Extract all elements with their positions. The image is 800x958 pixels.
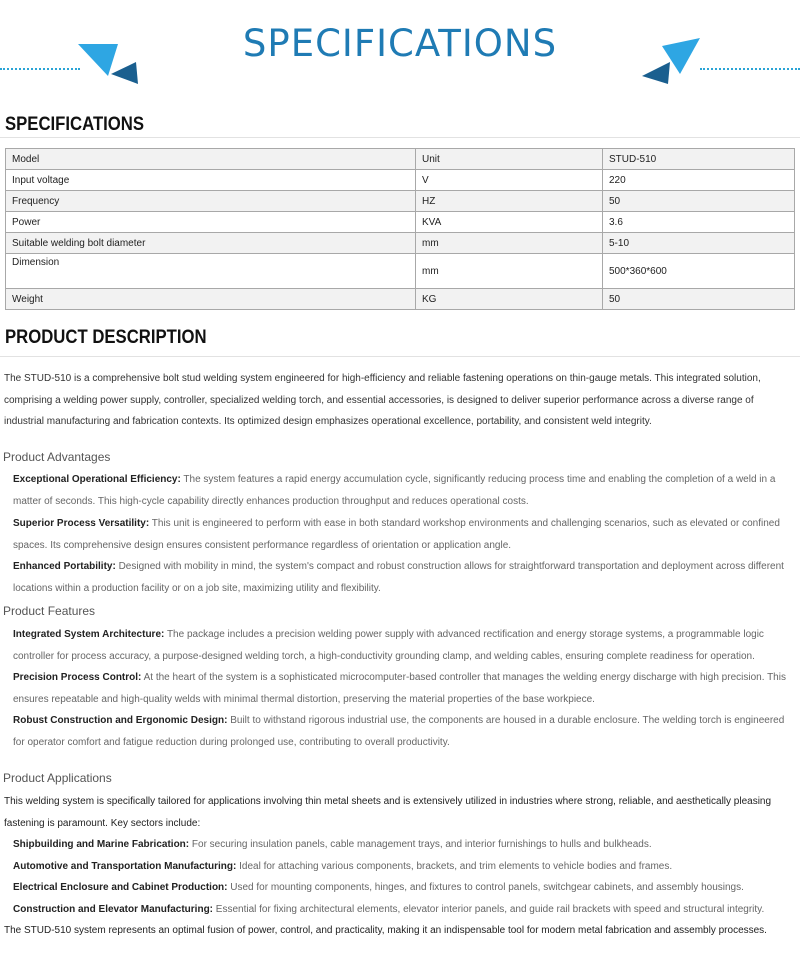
feature-title: Integrated System Architecture: — [13, 629, 165, 640]
spec-unit: Unit — [416, 149, 603, 170]
spec-value: 3.6 — [603, 212, 795, 233]
advantage-title: Enhanced Portability: — [13, 561, 116, 572]
table-row — [6, 212, 795, 233]
description-heading: PRODUCT DESCRIPTION — [5, 327, 207, 348]
application-title: Automotive and Transportation Manufacturing: — [13, 861, 237, 872]
application-text: Ideal for attaching various components, brackets, and trim elements to vehicle bodies and frames. — [236, 861, 673, 872]
spec-value: 50 — [603, 191, 795, 212]
spec-unit: KG — [416, 289, 603, 310]
application-item — [13, 856, 793, 878]
spec-value: 500*360*600 — [603, 254, 795, 289]
description-intro: The STUD-510 is a comprehensive bolt stud welding system engineered for high-efficiency and reliable fastening operations on thin-gauge metals. This integrated solution, comprising a welding power supply, controller, specialized welding torch, and essential accessories, is designed to deliver superior performance across a diverse range of industrial manufacturing and fabrication contexts. Its optimized design emphasizes operational excellence, portability, and consistent weld integrity. — [4, 373, 761, 427]
spec-label: Suitable welding bolt diameter — [6, 233, 416, 254]
application-text: For securing insulation panels, cable management trays, and interior furnishings to hulls and bulkheads. — [189, 839, 652, 850]
applications-closing: The STUD-510 system represents an optimal fusion of power, control, and practicality, making it an indispensable tool for modern metal fabrication and assembly processes. — [4, 925, 767, 936]
table-row — [6, 191, 795, 212]
table-row — [6, 289, 795, 310]
feature-item — [13, 624, 793, 668]
advantage-item — [13, 556, 793, 600]
feature-item — [13, 710, 793, 754]
features-heading: Product Features — [3, 604, 96, 618]
application-text: Essential for fixing architectural elements, elevator interior panels, and guide rail brackets with speed and structural integrity. — [213, 904, 765, 915]
advantage-text: This unit is engineered to perform with ease in both standard workshop environments and challenging scenarios, such as elevated or confined spaces. Its comprehensive design ensures consistent performance regardless of orientation or application angle. — [13, 518, 780, 551]
application-title: Shipbuilding and Marine Fabrication: — [13, 839, 190, 850]
banner-dotted-line-left — [0, 68, 80, 70]
banner-title: SPECIFICATIONS — [242, 22, 558, 65]
feature-text: Built to withstand rigorous industrial use, the components are housed in a durable enclosure. The welding torch is engineered for operator comfort and fatigue reduction during prolonged use, contributing to overall productivity. — [13, 715, 785, 748]
spec-label: Model — [6, 149, 416, 170]
spec-value: STUD-510 — [603, 149, 795, 170]
table-row — [6, 254, 795, 289]
advantage-title: Exceptional Operational Efficiency: — [13, 474, 181, 485]
right-triangle-icon — [640, 38, 710, 88]
application-title: Construction and Elevator Manufacturing: — [13, 904, 214, 915]
spec-label: Power — [6, 212, 416, 233]
application-text: Used for mounting components, hinges, and fixtures to control panels, switchgear cabinets, and assembly housings. — [227, 882, 744, 893]
feature-text: At the heart of the system is a sophisticated microcomputer-based controller that manages the welding energy discharge with high precision. This ensures repeatable and high-quality welds with minimal thermal distortion, preserving the material properties of the base workpiece. — [13, 672, 786, 705]
advantage-item — [13, 513, 793, 557]
advantages-heading: Product Advantages — [3, 450, 111, 464]
spec-unit: mm — [416, 254, 603, 289]
spec-label: Frequency — [6, 191, 416, 212]
application-item — [13, 834, 793, 856]
feature-title: Precision Process Control: — [13, 672, 142, 683]
spec-label: Dimension — [6, 254, 416, 289]
spec-divider — [0, 137, 800, 138]
feature-item — [13, 667, 793, 711]
advantage-item — [13, 469, 793, 513]
feature-title: Robust Construction and Ergonomic Design: — [13, 715, 228, 726]
advantage-title: Superior Process Versatility: — [13, 518, 150, 529]
spec-unit: mm — [416, 233, 603, 254]
advantage-text: The system features a rapid energy accumulation cycle, significantly reducing process time and enabling the completion of a weld in a matter of seconds. This high-cycle capability directly enhances production throughput and reduces operational costs. — [13, 474, 776, 507]
spec-value: 50 — [603, 289, 795, 310]
banner — [0, 0, 800, 100]
banner-dotted-line-right — [700, 68, 800, 70]
spec-unit: KVA — [416, 212, 603, 233]
spec-table — [5, 148, 795, 310]
spec-unit: HZ — [416, 191, 603, 212]
application-item — [13, 899, 793, 921]
spec-label: Input voltage — [6, 170, 416, 191]
spec-value: 5-10 — [603, 233, 795, 254]
feature-text: The package includes a precision welding power supply with advanced rectification and energy storage systems, a programmable logic controller for process accuracy, a purpose-designed welding torch, a high-conductivity grounding clamp, and welding cables, ensuring complete readiness for operation. — [13, 629, 764, 662]
spec-heading: SPECIFICATIONS — [5, 114, 145, 135]
table-row — [6, 149, 795, 170]
spec-label: Weight — [6, 289, 416, 310]
applications-intro: This welding system is specifically tailored for applications involving thin metal sheets and is extensively utilized in industries where strong, reliable, and aesthetically pleasing fastening is paramount. Key sectors include: — [4, 796, 772, 829]
table-row — [6, 170, 795, 191]
application-item — [13, 877, 793, 899]
application-title: Electrical Enclosure and Cabinet Production: — [13, 882, 228, 893]
description-divider — [0, 356, 800, 357]
spec-unit: V — [416, 170, 603, 191]
table-row — [6, 233, 795, 254]
advantage-text: Designed with mobility in mind, the system's compact and robust construction allows for straightforward transportation and deployment across different locations within a production facility or on a job site, maximizing utility and flexibility. — [13, 561, 784, 594]
spec-value: 220 — [603, 170, 795, 191]
applications-heading: Product Applications — [3, 771, 112, 785]
